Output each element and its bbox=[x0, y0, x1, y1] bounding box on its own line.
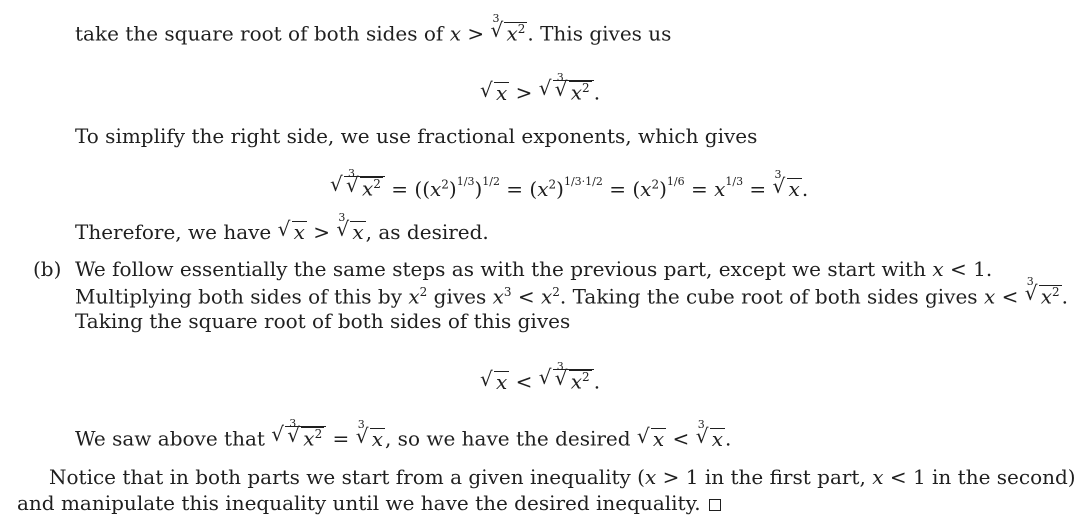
text-line-7: We saw above that √ √ 3 $x^2$ = √ 3 x , so we have the desired √ x < √ 3 x . bbox=[75, 426, 731, 449]
text-line-4: We follow essentially the same steps as with the previous part, except we start with x < 1. bbox=[75, 257, 993, 281]
equation-1: √ x > √ √ 3 $x^2$ . bbox=[480, 80, 600, 103]
text-line-3: Therefore, we have √ x > √ 3 x , as desired. bbox=[75, 221, 489, 242]
text-line-6: Taking the square root of both sides of this gives bbox=[75, 309, 571, 333]
text-line-9: and manipulate this inequality until we have the desired inequality. bbox=[17, 493, 721, 513]
equation-2: √ √ 3 $x^2 = ((x^2)^{1/3})^{1/2} = (x^2)^{1/3\cdot 1/2} = (x^2)^{1/6} = x^{1/3}$ = √ 3 x . bbox=[330, 176, 808, 199]
text-line-1: take the square root of both sides of x > √ 3 $x^2$ . This gives us bbox=[75, 22, 671, 44]
text-line-8: Notice that in both parts we start from a given inequality (x > 1 in the first part, x < 1 in the second) bbox=[49, 465, 1076, 489]
qed-box-icon bbox=[709, 499, 721, 511]
equation-3: √ x < √ √ 3 $x^2$ . bbox=[480, 369, 600, 392]
part-b-label: (b) bbox=[33, 257, 62, 281]
text-line-5: Multiplying both sides of this by $x^2$ gives $x^3 < x^2$. Taking the cube root of both sides gives x < √ 3 $x^2$ . bbox=[75, 285, 1068, 307]
text-line-2: To simplify the right side, we use fractional exponents, which gives bbox=[75, 124, 758, 148]
